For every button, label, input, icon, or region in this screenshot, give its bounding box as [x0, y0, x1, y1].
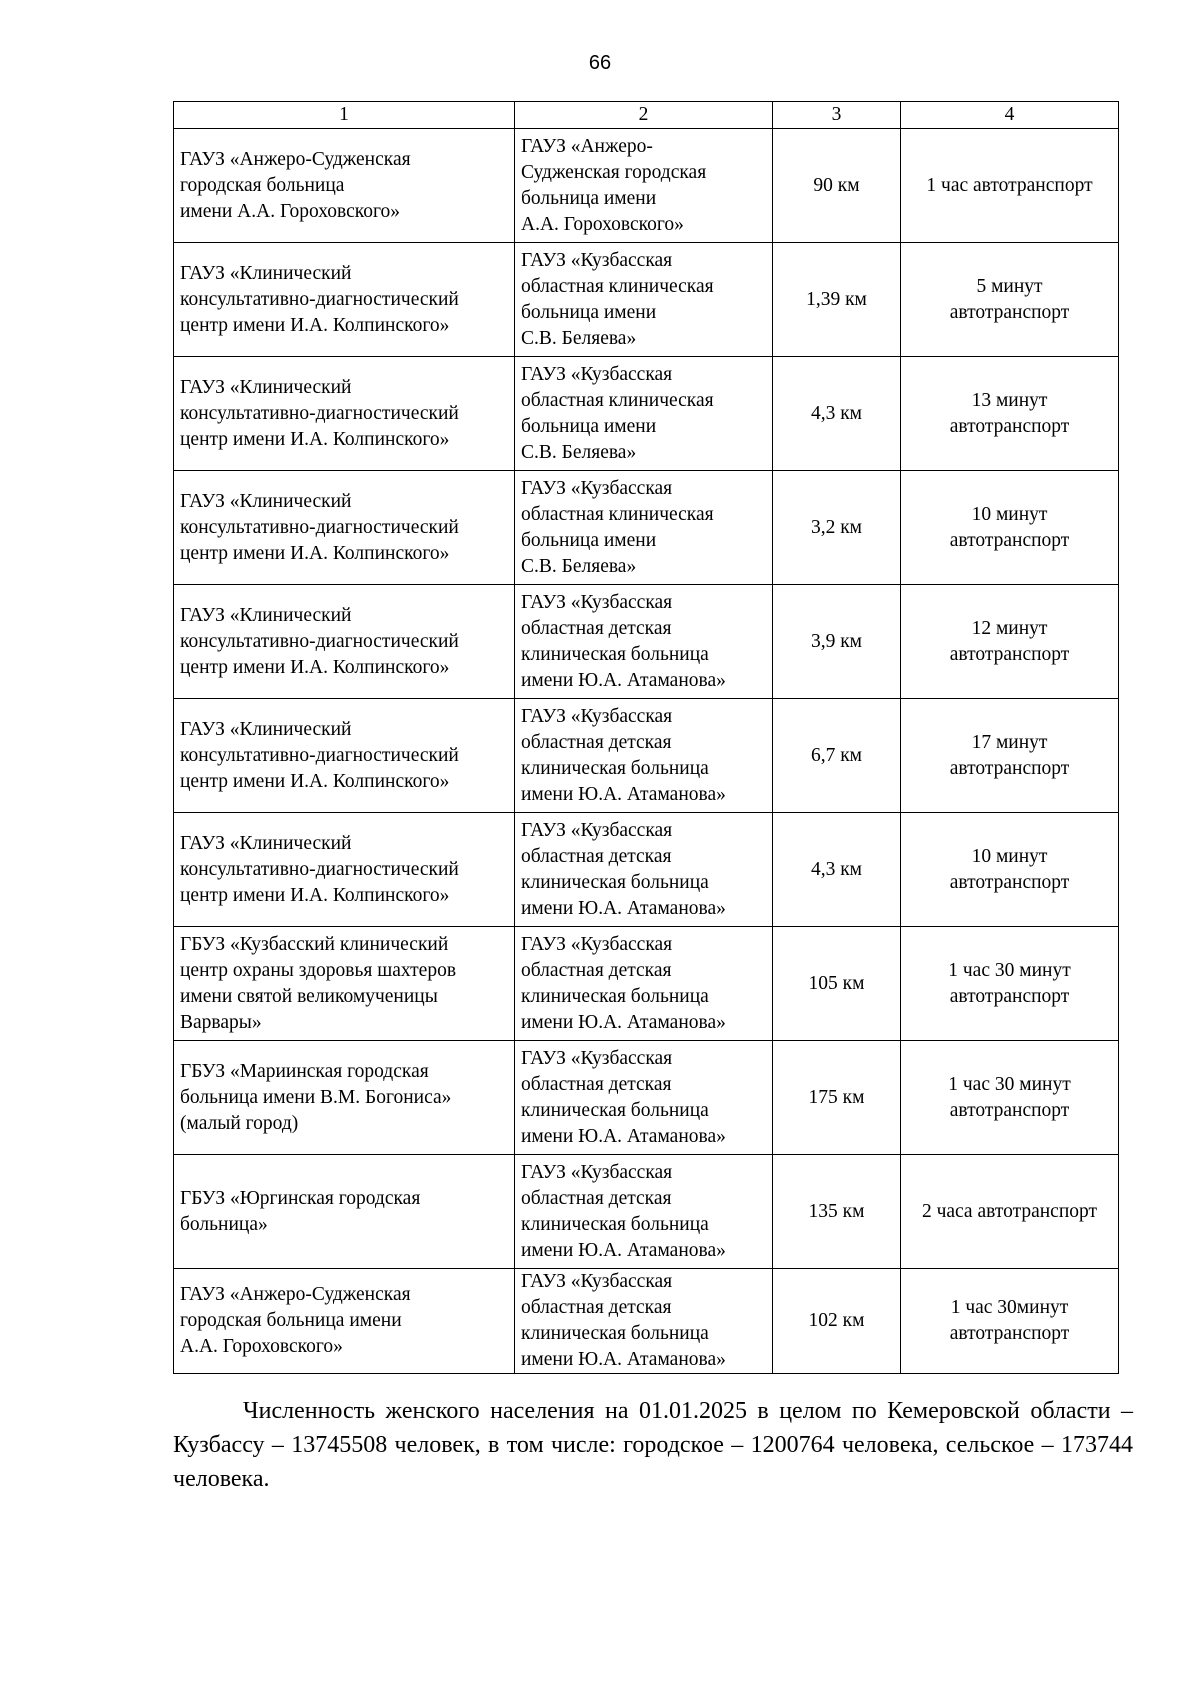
header-row: [174, 102, 1119, 129]
table-row: [174, 129, 1119, 243]
distance-cell: [773, 129, 901, 243]
distance-text: 4,3 км: [810, 858, 863, 880]
destination-organization-cell: [515, 813, 773, 927]
travel-time-cell: [901, 1155, 1119, 1269]
table-row: [174, 1269, 1119, 1374]
source-organization-text: ГАУЗ «Анжеро-Судженская городская больница имени А.А. Гороховского»: [180, 148, 411, 222]
destination-organization-text: ГАУЗ «Кузбасская областная клиническая больница имени С.В. Беляева»: [521, 477, 714, 577]
travel-time-text: 1 час 30 минут автотранспорт: [948, 1073, 1071, 1121]
destination-organization-text: ГАУЗ «Кузбасская областная детская клиническая больница имени Ю.А. Атаманова»: [521, 591, 726, 691]
source-organization-cell: [174, 699, 515, 813]
distance-cell: [773, 699, 901, 813]
travel-time-cell: [901, 243, 1119, 357]
travel-time-cell: [901, 585, 1119, 699]
source-organization-text: ГАУЗ «Клинический консультативно-диагностический центр имени И.А. Колпинского»: [180, 262, 459, 336]
travel-time-text: 1 час 30 минут автотранспорт: [948, 959, 1071, 1007]
distance-text: 102 км: [808, 1310, 865, 1331]
table-row: [174, 585, 1119, 699]
source-organization-text: ГАУЗ «Клинический консультативно-диагностический центр имени И.А. Колпинского»: [180, 490, 459, 564]
destination-organization-text: ГАУЗ «Кузбасская областная клиническая больница имени С.В. Беляева»: [521, 249, 714, 349]
table-header: [174, 102, 1119, 129]
destination-organization-text: ГАУЗ «Кузбасская областная детская клиническая больница имени Ю.А. Атаманова»: [521, 705, 726, 805]
source-organization-cell: [174, 927, 515, 1041]
destination-organization-cell: [515, 585, 773, 699]
source-organization-cell: [174, 1155, 515, 1269]
table-row: [174, 471, 1119, 585]
source-organization-text: ГАУЗ «Клинический консультативно-диагностический центр имени И.А. Колпинского»: [180, 832, 459, 906]
source-organization-text: ГАУЗ «Клинический консультативно-диагностический центр имени И.А. Колпинского»: [180, 376, 459, 450]
source-organization-cell: [174, 585, 515, 699]
source-organization-cell: [174, 243, 515, 357]
distance-cell: [773, 471, 901, 585]
distance-cell: [773, 357, 901, 471]
source-organization-cell: [174, 1269, 515, 1374]
distance-text: 1,39 км: [806, 288, 867, 310]
destination-organization-cell: [515, 357, 773, 471]
distance-text: 105 км: [808, 972, 865, 994]
table-row: [174, 243, 1119, 357]
destination-organization-text: ГАУЗ «Кузбасская областная детская клиническая больница имени Ю.А. Атаманова»: [521, 933, 726, 1033]
travel-time-cell: [901, 813, 1119, 927]
travel-time-text: 10 минут автотранспорт: [949, 503, 1070, 551]
travel-time-cell: [901, 1041, 1119, 1155]
source-organization-text: ГБУЗ «Мариинская городская больница имени В.М. Богониса» (малый город): [180, 1060, 452, 1134]
destination-organization-text: ГАУЗ «Кузбасская областная детская клиническая больница имени Ю.А. Атаманова»: [521, 1161, 726, 1261]
destination-organization-text: ГАУЗ «Кузбасская областная клиническая больница имени С.В. Беляева»: [521, 363, 714, 463]
table-row: [174, 927, 1119, 1041]
destination-organization-text: ГАУЗ «Кузбасская областная детская клиническая больница имени Ю.А. Атаманова»: [521, 819, 726, 919]
source-organization-text: ГБУЗ «Юргинская городская больница»: [180, 1187, 421, 1235]
distance-text: 3,9 км: [810, 630, 863, 652]
distance-cell: [773, 243, 901, 357]
travel-time-text: 5 минут автотранспорт: [949, 275, 1070, 323]
distance-cell: [773, 1041, 901, 1155]
header-col-3: 3: [773, 102, 901, 129]
distance-cell: [773, 1269, 901, 1374]
travel-time-cell: [901, 129, 1119, 243]
table-row: [174, 1041, 1119, 1155]
header-col-2: 2: [515, 102, 773, 129]
travel-time-cell: [901, 471, 1119, 585]
travel-time-cell: [901, 927, 1119, 1041]
destination-organization-text: ГАУЗ «Кузбасская областная детская клиническая больница имени Ю.А. Атаманова»: [521, 1047, 726, 1147]
source-organization-text: ГАУЗ «Клинический консультативно-диагностический центр имени И.А. Колпинского»: [180, 718, 459, 792]
travel-time-text: 10 минут автотранспорт: [949, 845, 1070, 893]
table-row: [174, 357, 1119, 471]
source-organization-cell: [174, 471, 515, 585]
source-organization-cell: [174, 129, 515, 243]
travel-time-cell: [901, 1269, 1119, 1374]
destination-organization-text: ГАУЗ «Кузбасская областная детская клиническая больница имени Ю.А. Атаманова»: [521, 1271, 726, 1370]
destination-organization-cell: [515, 927, 773, 1041]
destination-organization-cell: [515, 1041, 773, 1155]
distance-cell: [773, 813, 901, 927]
travel-time-cell: [901, 357, 1119, 471]
distance-text: 90 км: [813, 174, 860, 196]
distance-text: 6,7 км: [810, 744, 863, 766]
source-organization-cell: [174, 1041, 515, 1155]
travel-time-text: 17 минут автотранспорт: [949, 731, 1070, 779]
distance-cell: [773, 585, 901, 699]
distance-cell: [773, 927, 901, 1041]
source-organization-text: ГБУЗ «Кузбасский клинический центр охраны здоровья шахтеров имени святой великомученицы Варвары»: [180, 933, 457, 1033]
source-organization-text: ГАУЗ «Анжеро-Судженская городская больница имени А.А. Гороховского»: [180, 1284, 411, 1357]
table-row: [174, 1155, 1119, 1269]
distance-text: 135 км: [808, 1200, 865, 1222]
destination-organization-cell: [515, 699, 773, 813]
table-row: [174, 699, 1119, 813]
travel-time-text: 2 часа автотранспорт: [921, 1200, 1098, 1222]
destination-organization-cell: [515, 1269, 773, 1374]
destination-organization-cell: [515, 129, 773, 243]
travel-time-cell: [901, 699, 1119, 813]
destination-organization-text: ГАУЗ «Анжеро- Судженская городская больница имени А.А. Гороховского»: [521, 135, 707, 235]
distance-table: [173, 101, 1119, 1374]
travel-time-text: 1 час автотранспорт: [926, 174, 1093, 196]
source-organization-cell: [174, 813, 515, 927]
distance-text: 4,3 км: [810, 402, 863, 424]
distance-text: 175 км: [808, 1086, 865, 1108]
travel-time-text: 12 минут автотранспорт: [949, 617, 1070, 665]
distance-text: 3,2 км: [810, 516, 863, 538]
destination-organization-cell: [515, 243, 773, 357]
table-row: [174, 813, 1119, 927]
source-organization-cell: [174, 357, 515, 471]
table-body: [174, 129, 1119, 1374]
population-paragraph: Численность женского населения на 01.01.2025 в целом по Кемеровской области – Кузбассу – 13745508 человек, в том числе: городское – 1200764 человека, сельское – 173744 человека.: [173, 1398, 1133, 1492]
travel-time-text: 1 час 30минут автотранспорт: [949, 1297, 1070, 1344]
page-number: 66: [588, 52, 612, 74]
destination-organization-cell: [515, 1155, 773, 1269]
distance-cell: [773, 1155, 901, 1269]
destination-organization-cell: [515, 471, 773, 585]
header-col-4: 4: [901, 102, 1119, 129]
travel-time-text: 13 минут автотранспорт: [949, 389, 1070, 437]
header-col-1: 1: [174, 102, 515, 129]
source-organization-text: ГАУЗ «Клинический консультативно-диагностический центр имени И.А. Колпинского»: [180, 604, 459, 678]
